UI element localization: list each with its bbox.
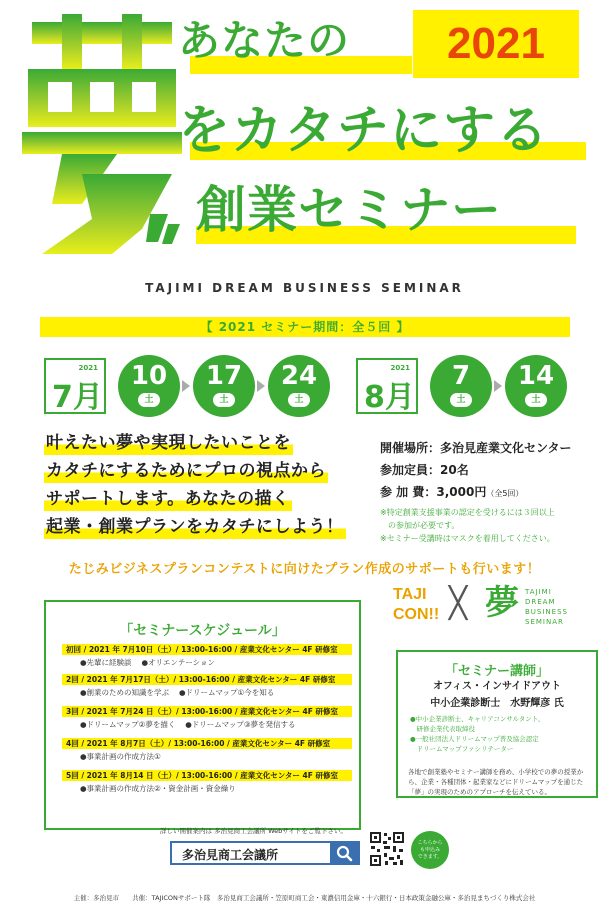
date-weekday: 土 [213, 393, 235, 407]
session-topic: ●ドリームマップ③夢を発信する [185, 720, 296, 729]
qualification-line: ドリームマップファシリテーター [410, 745, 514, 753]
fee-row [380, 481, 595, 505]
month-label: 7月 [52, 380, 103, 415]
note-line: ※セミナー受講時はマスクを着用してください。 [380, 534, 555, 543]
qr-note-line: できます。 [417, 854, 443, 860]
footer-search-area [160, 826, 450, 876]
qualification-line: ●中小企業診断士、キャリアコンサルタント、 [410, 715, 545, 723]
date-day: 24 [280, 361, 318, 391]
qr-application-badge [411, 831, 449, 869]
date-circle [430, 355, 492, 417]
session-topics [62, 749, 352, 765]
schedule-session [62, 674, 352, 701]
schedule-title: 「セミナースケジュール」 [119, 623, 286, 639]
session-topics [62, 717, 352, 733]
fee-text: 参 加 費：3,000円 [380, 485, 487, 499]
session-topic: ●創業のための知識を学ぶ [80, 688, 170, 697]
session-header: 4回 / 2021 年 8月7日（土）/ 13:00-16:00 / 産業文化センター 4F 研修室 [62, 738, 352, 749]
schedule-session [62, 770, 352, 797]
session-topics [62, 685, 352, 701]
event-info [380, 437, 595, 505]
yume-logo-word: BUSINESS [525, 608, 568, 616]
session-header: 2回 / 2021 年 7月17日（土）/ 13:00-16:00 / 産業文化センター 4F 研修室 [62, 674, 352, 685]
lead-copy [44, 432, 364, 544]
month-label: 8月 [364, 380, 415, 415]
qualification-line: ●一般社団法人ドリームマップ普及協会認定 [410, 735, 539, 743]
date-circle [118, 355, 180, 417]
yume-logo-word: TAJIMI [525, 588, 552, 596]
session-topic: ●ドリームマップ①今を知る [178, 688, 275, 697]
date-day: 17 [205, 361, 243, 391]
date-circle [268, 355, 330, 417]
search-button[interactable] [330, 843, 358, 863]
arrow-right-icon [257, 380, 265, 392]
title-line-3: 創業セミナー [196, 181, 502, 239]
tajicon-logo: TAJI CON!! [393, 586, 440, 623]
session-topics [62, 655, 352, 671]
qualification-line: 研修企業代表取締役 [410, 725, 475, 733]
year-badge [413, 10, 579, 78]
lecturer-org: オフィス・インサイドアウト [433, 681, 561, 692]
date-circle [505, 355, 567, 417]
lead-line: 叶えたい夢や実現したいことを [46, 433, 291, 453]
lead-line: カタチにするためにプロの視点から [46, 461, 326, 481]
qr-note-line: も申込み [419, 847, 440, 853]
note-line: の参加が必要です。 [380, 521, 460, 530]
schedule-session [62, 644, 352, 671]
qr-code-icon[interactable] [369, 831, 405, 867]
info-notes [380, 506, 602, 545]
session-topic: ●オリエンテーション [141, 658, 216, 667]
month-year: 2021 [78, 364, 98, 372]
search-icon [330, 843, 358, 863]
yume-kanji-logo [22, 14, 182, 264]
date-weekday: 土 [450, 393, 472, 407]
session-topic: ●事業計画の作成方法① [80, 752, 161, 761]
note-line: ※特定創業支援事業の認定を受けるには３回以上 [380, 508, 555, 517]
search-box[interactable] [170, 841, 360, 865]
yume-logo-word: SEMINAR [525, 618, 564, 626]
month-box-july [44, 358, 106, 414]
session-topics [62, 781, 352, 797]
venue-text: 開催場所：多治見産業文化センター [380, 441, 572, 455]
session-header: 3回 / 2021 年 7月24 日（土）/ 13:00-16:00 / 産業文化センター 4F 研修室 [62, 706, 352, 717]
schedule-session [62, 706, 352, 733]
year-text: 2021 [447, 19, 545, 68]
qr-note-line: こちらから [417, 840, 443, 846]
lead-line: サポートします。あなたの描く [46, 489, 290, 509]
seminar-period-banner: 【 2021 セミナー期間：全５回 】 [40, 317, 570, 337]
lecturer-box [396, 650, 598, 798]
lecturer-title: 「セミナー講師」 [444, 664, 549, 679]
lead-line: 起業・創業プランをカタチにしよう！ [46, 517, 344, 537]
month-box-august [356, 358, 418, 414]
session-header: 初回 / 2021 年 7月10日（土）/ 13:00-16:00 / 産業文化センター 4F 研修室 [62, 644, 352, 655]
organizers-text: 主催：多治見市 共催：TAJICONサポート隊 多治見商工会議所・笠原町商工会・東濃信用金庫・十六銀行・日本政策金融公庫・多治見まちづくり株式会社 [73, 894, 536, 902]
search-text: 多治見商工会議所 [182, 848, 279, 862]
session-topic: ●ドリームマップ②夢を描く [80, 720, 176, 729]
title-line-2: をカタチにする [178, 101, 550, 161]
date-circle [193, 355, 255, 417]
date-weekday: 土 [525, 393, 547, 407]
website-note: 詳しい開催案内は 多治見商工会議所 Webサイトをご覧下さい。 [160, 827, 347, 835]
lecturer-description: 各地で創業塾やセミナー講師を務め、小学校での夢の授業から、企業・各種団体・起業家などにドリームマップを通じた「夢」の実現のためのアプローチを伝えている。 [408, 768, 584, 796]
english-subtitle: TAJIMI DREAM BUSINESS SEMINAR [145, 281, 464, 295]
lecturer-qualifications [410, 714, 594, 754]
date-day: 10 [130, 361, 168, 391]
lecturer-name: 中小企業診断士 水野輝彦 氏 [430, 698, 564, 709]
date-day: 14 [517, 361, 555, 391]
arrow-right-icon [182, 380, 190, 392]
title-line-1: あなたの [178, 16, 351, 65]
schedule-box [44, 600, 361, 830]
partner-logos [393, 583, 593, 633]
capacity-text: 参加定員：20名 [380, 463, 469, 477]
date-weekday: 土 [138, 393, 160, 407]
date-day: 7 [451, 361, 471, 391]
month-year: 2021 [390, 364, 410, 372]
cross-icon: ╳ [449, 586, 468, 621]
yume-logo-word: DREAM [525, 598, 556, 606]
schedule-session [62, 738, 352, 765]
yume-logo-text [525, 587, 568, 627]
session-topic: ●事業計画の作成方法②・資金計画・資金繰り [80, 784, 236, 793]
hero-header [0, 0, 609, 270]
date-weekday: 土 [288, 393, 310, 407]
support-message: たじみビジネスプランコンテストに向けたプラン作成のサポートも行います！ [68, 562, 541, 577]
fee-note: （全5回） [486, 489, 524, 498]
session-topic: ●先輩に経験談 [80, 658, 132, 667]
yume-logo-mark: 夢 [485, 583, 519, 623]
arrow-right-icon [494, 380, 502, 392]
session-header: 5回 / 2021 年 8月14 日（土）/ 13:00-16:00 / 産業文化センター 4F 研修室 [62, 770, 352, 781]
